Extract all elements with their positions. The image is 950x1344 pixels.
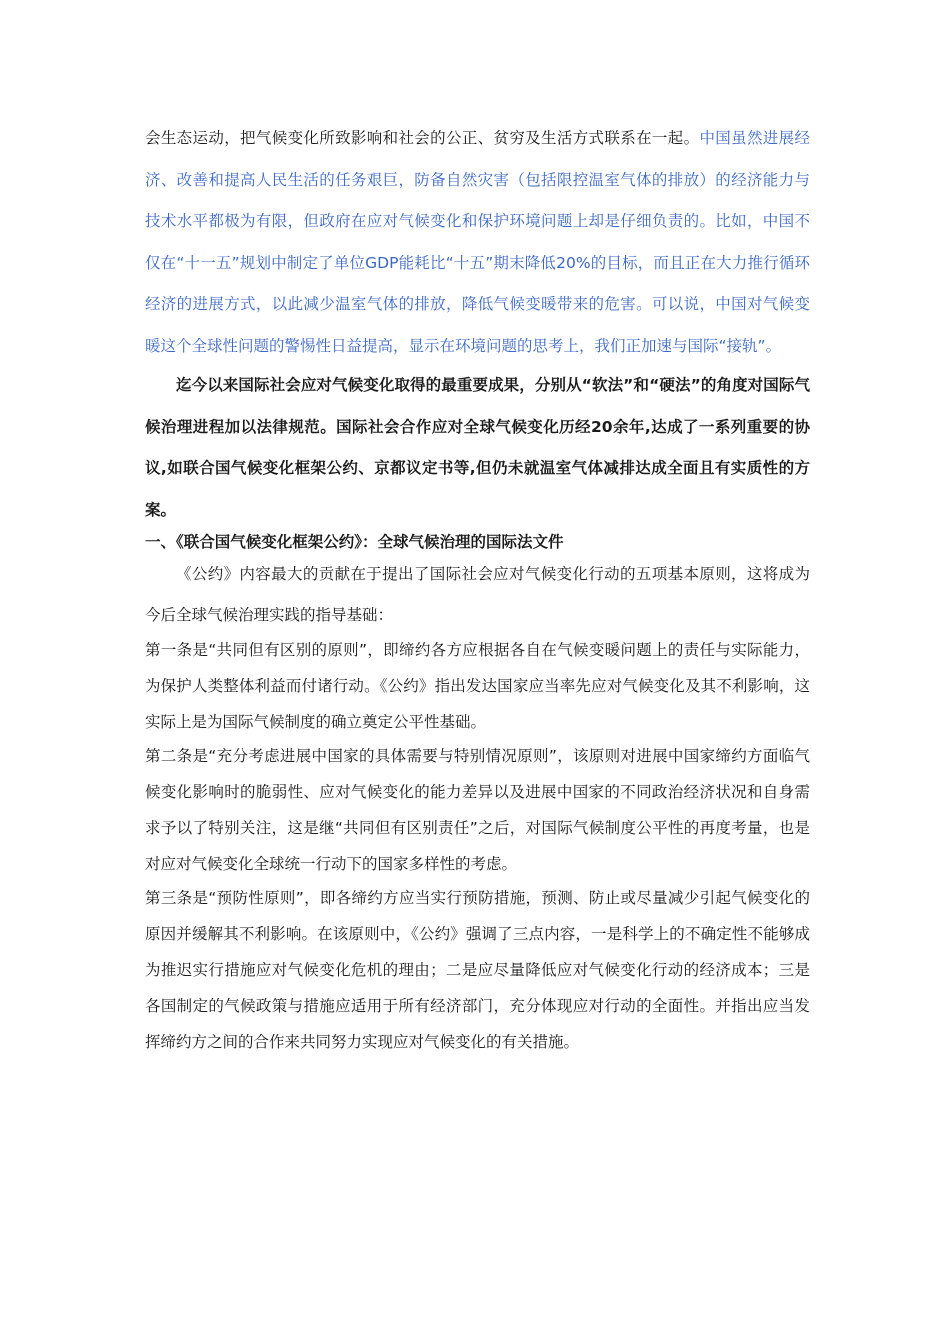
document-page (145, 118, 810, 1060)
section-heading: 一、《联合国气候变化框架公约》：全球气候治理的国际法文件 (145, 533, 564, 551)
section-body (145, 554, 810, 1060)
intro-paragraph (145, 118, 810, 367)
intro-normal-text: 会生态运动，把气候变化所致影响和社会的公正、贫穷及生活方式联系在一起。 (145, 129, 700, 147)
article-paragraph-1: 第一条是“共同但有区别的原则”，即缔约各方应根据各自在气候变暖问题上的责任与实际能力，为保护人类整体利益而付诸行动。《公约》指出发达国家应当率先应对气候变化及其不利影响，这实际上是为国际气候制度的确立奠定公平性基础。 (145, 640, 810, 731)
article-paragraph-3: 第三条是“预防性原则”，即各缔约方应当实行预防措施，预测、防止或尽量减少引起气候变化的原因并缓解其不利影响。在该原则中，《公约》强调了三点内容，一是科学上的不确定性不能够成为推迟实行措施应对气候变化危机的理由；二是应尽量降低应对气候变化行动的经济成本；三是各国制定的气候政策与措施应适用于所有经济部门，充分体现应对行动的全面性。并指出应当发挥缔约方之间的合作来共同努力实现应对气候变化的有关措施。 (145, 888, 810, 1051)
intro-highlighted-text: 中国虽然进展经济、改善和提高人民生活的任务艰巨，防备自然灾害（包括限控温室气体的排放）的经济能力与技术水平都极为有限，但政府在应对气候变化和保护环境问题上却是仔细负责的。比如，中国不仅在“十一五”规划中制定了单位GDP能耗比“十五”期末降低20%的目标，而且正在大力推行循环经济的进展方式，以此减少温室气体的排放，降低气候变暖带来的危害。可以说，中国对气候变暖这个全球性问题的警惕性日益提高，显示在环境问题的思考上，我们正加速与国际“接轨”。 (145, 129, 810, 355)
article-paragraph-2: 第二条是“充分考虑进展中国家的具体需要与特别情况原则”，该原则对进展中国家缔约方面临气候变化影响时的脆弱性、应对气候变化的能力差异以及进展中国家的不同政治经济状况和自身需求予以了特别关注，这是继“共同但有区别责任”之后，对国际气候制度公平性的再度考量，也是对应对气候变化全球统一行动下的国家多样性的考虑。 (145, 746, 810, 873)
bold-summary-paragraph: 迄今以来国际社会应对气候变化取得的最重要成果，分别从“软法”和“硬法”的角度对国际气候治理进程加以法律规范。国际社会合作应对全球气候变化历经20余年,达成了一系列重要的协议,如联合国气候变化框架公约、京都议定书等,但仍未就温室气体减排达成全面且有实质性的方案。 (145, 376, 810, 519)
section-intro-paragraph: 《公约》内容最大的贡献在于提出了国际社会应对气候变化行动的五项基本原则，这将成为今后全球气候治理实践的指导基础： (145, 565, 810, 624)
